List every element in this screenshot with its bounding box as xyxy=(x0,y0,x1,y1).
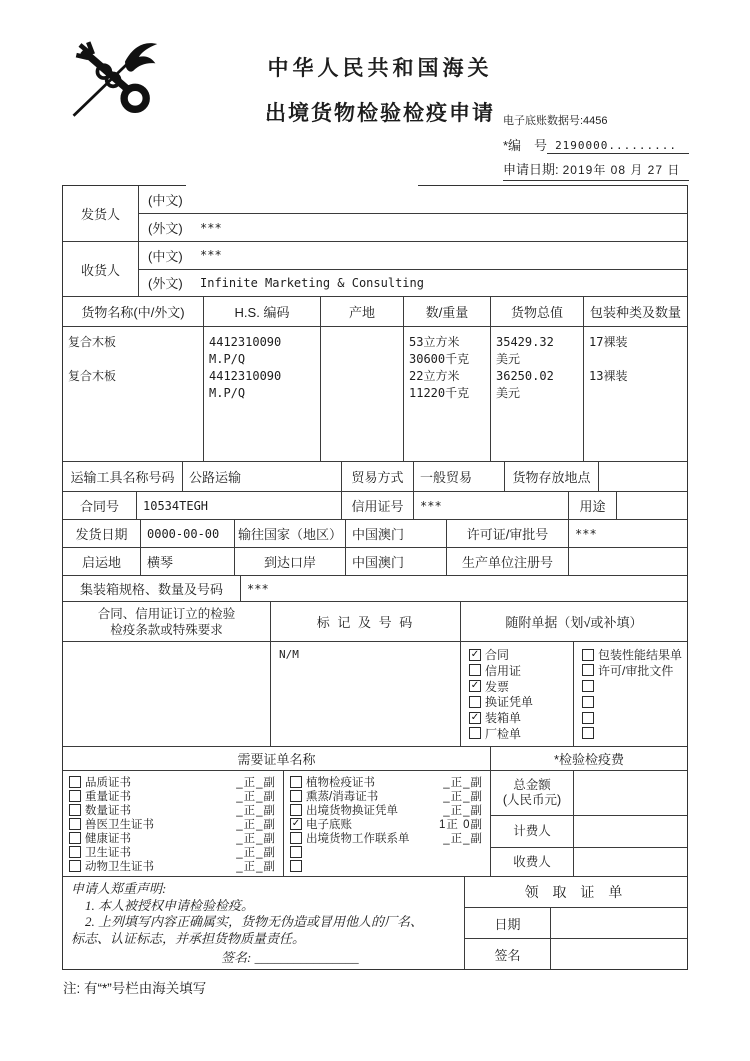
cert-label: 植物检疫证书 xyxy=(306,776,375,789)
cert-label: 健康证书 xyxy=(85,832,131,845)
certs-body-row xyxy=(63,770,687,876)
sign-label: 签名: xyxy=(221,950,252,965)
checkbox-icon: ✓ xyxy=(291,817,301,829)
goods-name-cell: 复合木板 xyxy=(68,335,117,349)
fee-total-row xyxy=(491,771,687,815)
clause-value xyxy=(63,642,270,746)
chinese-label: (中文) xyxy=(148,193,183,208)
checkbox-icon xyxy=(69,776,81,788)
fee-block xyxy=(490,771,687,876)
total-value-cell: 美元 xyxy=(496,352,521,366)
pickup-block xyxy=(465,877,687,969)
header-info xyxy=(503,112,689,181)
pickup-date-label: 日期 xyxy=(465,908,551,938)
foreign-label: (外文) xyxy=(148,276,183,292)
doc-checkbox-item xyxy=(469,726,569,741)
hs-code-cell: M.P/Q xyxy=(209,386,246,400)
doc-label: 包装性能结果单 xyxy=(598,648,683,662)
permit-no-label: 许可证/审批号 xyxy=(446,520,568,547)
packing-cell: 17裸装 xyxy=(589,335,628,349)
origin-header: 产地 xyxy=(320,297,403,326)
cert-item xyxy=(69,831,279,844)
redaction-overlay xyxy=(186,177,418,210)
pickup-sign-row xyxy=(465,938,687,969)
certs-header-row xyxy=(63,746,687,770)
doc-label: 许可/审批文件 xyxy=(598,663,674,678)
cert-item xyxy=(290,845,486,858)
doc-label: 发票 xyxy=(485,679,510,694)
cert-copies: _正_副 xyxy=(236,790,276,803)
usage-label: 用途 xyxy=(568,492,616,519)
ship-date-value: 0000-00-00 xyxy=(140,520,234,547)
doc-checkbox-item xyxy=(582,694,683,709)
doc-label: 合同 xyxy=(485,648,510,662)
declaration-line2: 2. 上列填写内容正确属实，货物无伪造或冒用他人的厂名、 xyxy=(85,914,424,929)
storage-place-label: 货物存放地点 xyxy=(504,462,598,491)
quantity-cell: 11220千克 xyxy=(409,386,470,400)
cert-item xyxy=(69,803,279,816)
arrival-port-value: 中国澳门 xyxy=(345,548,446,575)
cert-label: 熏蒸/消毒证书 xyxy=(306,790,379,803)
cert-item xyxy=(69,775,279,788)
fee-collector-label: 收费人 xyxy=(491,848,574,876)
cert-item xyxy=(69,859,279,872)
cert-label: 卫生证书 xyxy=(85,846,131,859)
declaration-sign xyxy=(221,950,458,967)
doc-checkbox-item xyxy=(469,663,569,678)
checkbox-icon xyxy=(69,860,81,872)
doc-label: 装箱单 xyxy=(485,711,522,726)
checkbox-icon xyxy=(290,776,302,788)
consignee-values xyxy=(138,242,687,296)
doc-checkbox-item xyxy=(582,663,683,678)
doc-checkbox-item xyxy=(469,679,569,694)
goods-name-cell xyxy=(68,351,198,368)
pickup-date-row xyxy=(465,908,687,938)
cert-copies: _正_副 xyxy=(236,818,276,831)
certs-column-2 xyxy=(283,771,490,876)
checkbox-icon xyxy=(290,860,302,872)
checkbox-icon xyxy=(582,680,594,692)
checkbox-icon xyxy=(69,832,81,844)
cert-copies: _正_副 xyxy=(236,776,276,789)
cert-copies: _正_副 xyxy=(443,790,483,803)
consignor-label: 发货人 xyxy=(80,207,120,222)
hs-code-cell: M.P/Q xyxy=(209,352,246,366)
consignee-label: 收货人 xyxy=(80,262,120,278)
goods-body-row xyxy=(63,326,687,461)
pickup-sign-label: 签名 xyxy=(465,939,551,969)
quantity-cell: 53立方米 xyxy=(409,335,460,349)
checkbox-icon xyxy=(69,818,81,830)
cert-copies: _正_副 xyxy=(236,804,276,817)
cert-label: 动物卫生证书 xyxy=(85,860,154,873)
checkbox-icon xyxy=(69,846,81,858)
packing-cell xyxy=(589,385,682,402)
doc-checkbox-item xyxy=(582,710,683,725)
agency-title: 中华人民共和国海关 xyxy=(267,57,493,80)
form-title: 出境货物检验检疫申请 xyxy=(265,102,495,125)
fee-total-label: 总金额 (人民币元) xyxy=(491,771,574,815)
quantity-cell: 30600千克 xyxy=(409,352,470,366)
packing-cell: 13裸装 xyxy=(589,369,628,383)
total-value-cell: 35429.32 xyxy=(496,335,554,349)
cert-label: 出境货物工作联系单 xyxy=(306,832,410,845)
doc-label: 信用证 xyxy=(485,663,522,678)
usage-value xyxy=(616,492,687,519)
checkbox-icon xyxy=(582,649,594,661)
cert-label: 电子底账 xyxy=(306,818,352,831)
fee-biller-value xyxy=(574,816,687,847)
doc-checkbox-item xyxy=(469,647,569,662)
footer-note: 注: 有“*”号栏由海关填写 xyxy=(63,981,207,996)
lc-no-value: *** xyxy=(413,492,568,519)
producer-reg-value xyxy=(568,548,687,575)
certs-needed-header: 需要证单名称 xyxy=(237,752,316,767)
goods-name-header: 货物名称(中/外文) xyxy=(81,305,185,320)
goods-name-cell: 复合木板 xyxy=(68,369,117,383)
serial-value: 2190000......... xyxy=(547,139,689,154)
cert-item xyxy=(290,817,486,830)
application-form xyxy=(62,185,688,970)
checkbox-icon xyxy=(290,790,302,802)
consignee-fn-value: Infinite Marketing & Consulting xyxy=(200,275,424,290)
storage-place-value xyxy=(598,462,687,491)
certs-column-1 xyxy=(63,771,283,876)
cert-label: 兽医卫生证书 xyxy=(85,818,154,831)
quantity-header: 数/重量 xyxy=(403,297,490,326)
checkbox-icon xyxy=(582,664,594,676)
doc-checkbox-item xyxy=(469,694,569,709)
quantity-column xyxy=(403,327,490,461)
cert-label: 出境货物换证凭单 xyxy=(306,804,398,817)
trade-mode-value: 一般贸易 xyxy=(413,462,504,491)
hs-code-cell: 4412310090 xyxy=(209,335,282,349)
doc-checkbox-item xyxy=(469,710,569,725)
checkbox-icon xyxy=(582,712,594,724)
clause-header-line1: 合同、信用证订立的检验 xyxy=(97,606,236,621)
doc-label: 厂检单 xyxy=(485,726,522,741)
chinese-label: (中文) xyxy=(148,248,183,264)
marks-numbers-value: N/M xyxy=(270,642,460,746)
departure-row xyxy=(63,547,687,575)
transport-row xyxy=(63,461,687,491)
goods-header-row xyxy=(63,296,687,326)
cert-copies: 1正 0副 xyxy=(439,818,483,831)
checkbox-icon xyxy=(469,664,481,676)
fee-total-value xyxy=(574,771,687,815)
fee-collector-value xyxy=(574,848,687,876)
cert-copies: _正_副 xyxy=(443,804,483,817)
doc-label: 换证凭单 xyxy=(485,695,534,710)
declaration-title: 申请人郑重声明: xyxy=(71,881,167,896)
application-date-label: 申请日期: xyxy=(503,162,559,177)
quantity-cell: 22立方米 xyxy=(409,369,460,383)
checkbox-icon xyxy=(69,804,81,816)
packing-column xyxy=(583,327,687,461)
container-row xyxy=(63,575,687,601)
pickup-date-value xyxy=(551,908,687,938)
hs-code-cell: 4412310090 xyxy=(209,369,282,383)
declaration-text xyxy=(63,877,465,969)
producer-reg-label: 生产单位注册号 xyxy=(446,548,568,575)
origin-column xyxy=(320,327,403,461)
total-value-cell: 美元 xyxy=(496,386,521,400)
origin-cell xyxy=(326,351,398,368)
eledger-number: 电子底账数据号:4456 xyxy=(503,115,608,127)
application-date-value: 2019年 08 月 27 日 xyxy=(562,163,681,177)
departure-value: 横琴 xyxy=(140,548,234,575)
packing-cell xyxy=(589,351,682,368)
vehicle-value: 公路运输 xyxy=(182,462,341,491)
permit-no-value: *** xyxy=(568,520,687,547)
contract-no-value: 10534TEGH xyxy=(136,492,341,519)
clause-header-line2: 检疫条款或特殊要求 xyxy=(110,622,223,637)
docs-checkbox-column-2 xyxy=(573,642,687,746)
total-value-cell: 36250.02 xyxy=(496,369,554,383)
cert-item xyxy=(290,789,486,802)
docs-checkbox-column-1 xyxy=(460,642,573,746)
pickup-header: 领 取 证 单 xyxy=(465,877,687,908)
arrival-port-label: 到达口岸 xyxy=(234,548,345,575)
contract-row xyxy=(63,491,687,519)
checkbox-icon xyxy=(469,696,481,708)
ship-date-label: 发货日期 xyxy=(75,527,128,542)
checkbox-icon xyxy=(290,846,302,858)
cert-label: 重量证书 xyxy=(85,790,131,803)
cert-label: 数量证书 xyxy=(85,804,131,817)
cert-item xyxy=(290,859,486,872)
clause-header xyxy=(63,602,270,641)
checkbox-icon xyxy=(290,804,302,816)
checkbox-icon xyxy=(469,727,481,739)
origin-cell xyxy=(326,385,398,402)
sign-blank-line: ________________ xyxy=(254,950,359,965)
container-spec-label: 集装箱规格、数量及号码 xyxy=(79,582,223,597)
consignee-cn-value: *** xyxy=(200,248,222,263)
contract-no-label: 合同号 xyxy=(79,499,119,514)
serial-label: *编 号 xyxy=(503,138,548,153)
total-value-header: 货物总值 xyxy=(490,297,583,326)
pickup-sign-value xyxy=(551,939,687,969)
hs-code-header: H.S. 编码 xyxy=(203,297,320,326)
departure-label: 启运地 xyxy=(81,555,121,570)
consignor-fn-value: *** xyxy=(200,220,222,235)
declaration-line3: 标志、认证标志，并承担货物质量责任。 xyxy=(71,930,306,946)
fee-collector-row xyxy=(491,847,687,876)
checkbox-icon xyxy=(290,832,302,844)
fee-header: *检验检疫费 xyxy=(490,747,687,770)
trade-mode-label: 贸易方式 xyxy=(341,462,413,491)
cert-label: 品质证书 xyxy=(85,776,131,789)
container-spec-value: *** xyxy=(240,576,687,601)
customs-emblem-icon xyxy=(68,36,160,122)
goods-name-column xyxy=(63,327,203,461)
cert-copies: _正_副 xyxy=(236,846,276,859)
fee-biller-label: 计费人 xyxy=(491,816,574,847)
total-value-column xyxy=(490,327,583,461)
cert-copies: _正_副 xyxy=(236,832,276,845)
cert-item xyxy=(290,803,486,816)
checkbox-icon xyxy=(582,727,594,739)
fee-biller-row xyxy=(491,815,687,847)
marks-header-row xyxy=(63,601,687,641)
checkbox-icon: ✓ xyxy=(470,711,480,723)
lc-no-label: 信用证号 xyxy=(341,492,413,519)
checkbox-icon: ✓ xyxy=(470,680,480,692)
cert-copies: _正_副 xyxy=(443,832,483,845)
dest-country-value: 中国澳门 xyxy=(345,520,446,547)
checkbox-icon xyxy=(69,790,81,802)
attached-docs-header: 随附单据（划√或补填） xyxy=(460,602,687,641)
packing-header: 包装种类及数量 xyxy=(583,297,687,326)
doc-checkbox-item xyxy=(582,726,683,741)
doc-checkbox-item xyxy=(582,647,683,662)
cert-copies: _正_副 xyxy=(236,860,276,873)
cert-item xyxy=(290,775,486,788)
checkbox-icon xyxy=(582,696,594,708)
cert-item xyxy=(69,817,279,830)
cert-item xyxy=(69,789,279,802)
checkbox-icon: ✓ xyxy=(470,648,480,660)
marks-body-row xyxy=(63,641,687,746)
foreign-label: (外文) xyxy=(148,221,183,236)
goods-name-cell xyxy=(68,385,198,402)
cert-item xyxy=(69,845,279,858)
marks-numbers-header: 标 记 及 号 码 xyxy=(270,602,460,641)
cert-copies: _正_副 xyxy=(443,776,483,789)
declaration-line1: 1. 本人被授权申请检验检疫。 xyxy=(85,897,255,913)
origin-cell xyxy=(326,334,398,351)
doc-checkbox-item xyxy=(582,679,683,694)
ship-date-row xyxy=(63,519,687,547)
vehicle-label: 运输工具名称号码 xyxy=(70,470,175,485)
origin-cell xyxy=(326,368,398,385)
hs-code-column xyxy=(203,327,320,461)
cert-item xyxy=(290,831,486,844)
declaration-row xyxy=(63,876,687,969)
consignee-row xyxy=(63,241,687,296)
dest-country-label: 输往国家（地区） xyxy=(234,520,345,547)
